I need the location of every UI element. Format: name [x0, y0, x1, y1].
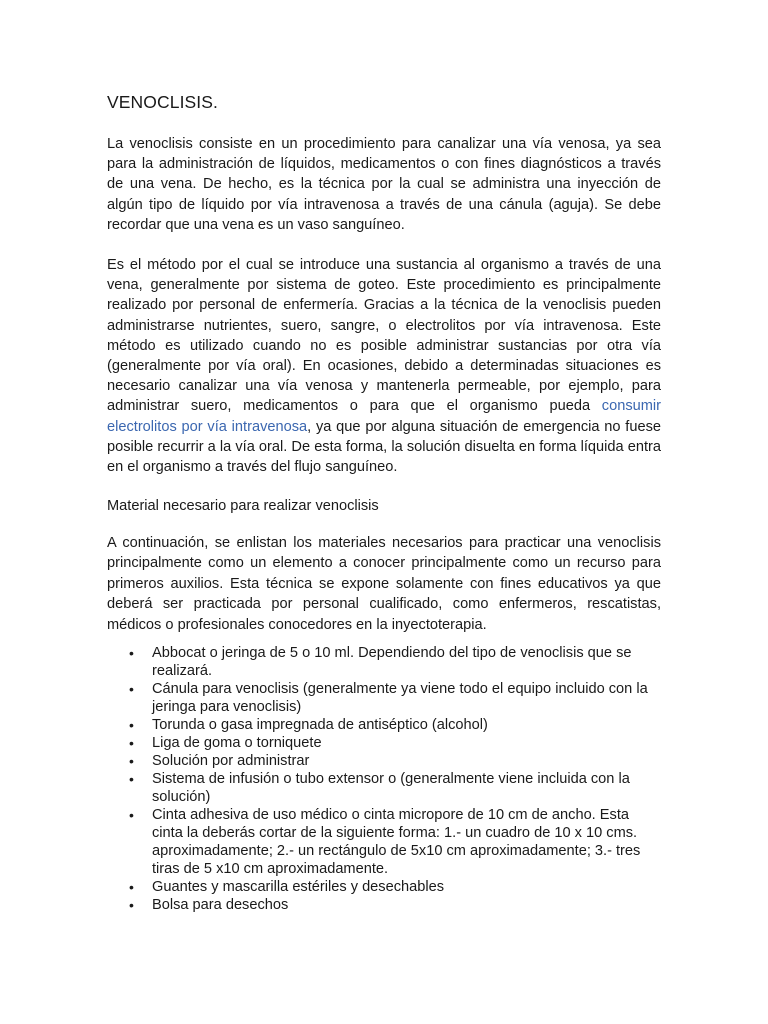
material-item — [129, 716, 663, 734]
material-item-text: Bolsa para desechos — [152, 897, 289, 913]
method-text-after-link: , ya que por alguna situación de emergencia no fuese posible recurrir a la vía oral. De esta forma, la solución disuelta en forma líquida entra en el organismo a través del flujo sanguíneo. — [107, 418, 661, 476]
material-item-text: Cánula para venoclisis (generalmente ya viene todo el equipo incluido con la jeringa para venoclisis) — [152, 681, 648, 715]
material-item — [129, 770, 663, 806]
bullet-icon: • — [129, 807, 134, 823]
method-text-before-link: Es el método por el cual se introduce una sustancia al organismo a través de una vena, generalmente por sistema de goteo. Este procedimiento es principalmente realizado por personal de enfermería. Gracias a la técnica de la venoclisis pueden administrarse nutrientes, suero, sangre, o electrolitos por vía intravenosa. Este método es utilizado cuando no es posible administrar sustancias por otra vía (generalmente por vía oral). En ocasiones, debido a determinadas situaciones es necesario canalizar una vía venosa y mantenerla permeable, por ejemplo, para administrar suero, medicamentos o para que el organismo pueda — [107, 257, 661, 415]
bullet-icon: • — [129, 879, 134, 895]
intro-paragraph: La venoclisis consiste en un procedimiento para canalizar una vía venosa, ya sea para la administración de líquidos, medicamentos o con fines diagnósticos a través de una vena. De hecho, es la técnica por la cual se administra una inyección de algún tipo de líquido por vía intravenosa a través de una cánula (aguja). Se debe recordar que una vena es un vaso sanguíneo. — [107, 136, 661, 233]
bullet-icon: • — [129, 717, 134, 733]
material-item — [129, 680, 663, 716]
material-item — [129, 644, 663, 680]
bullet-icon: • — [129, 645, 134, 661]
electrolitos-link[interactable]: consumir electrolitos por vía intravenosa — [107, 398, 661, 435]
bullet-icon: • — [129, 753, 134, 769]
material-item-text: Cinta adhesiva de uso médico o cinta micropore de 10 cm de ancho. Esta cinta la deberás cortar de la siguiente forma: 1.- un cuadro de 10 x 10 cms. aproximadamente; 2.- un rectángulo de 5x10 cm aproximadamente; 3.- tres tiras de 5 x10 cm aproximadamente. — [152, 807, 641, 877]
bullet-icon: • — [129, 771, 134, 787]
material-item-text: Liga de goma o torniquete — [152, 735, 322, 751]
bullet-icon: • — [129, 681, 134, 697]
materials-list — [129, 644, 663, 914]
material-item — [129, 896, 663, 914]
materials-intro-paragraph: A continuación, se enlistan los materiales necesarios para practicar una venoclisis principalmente como un elemento a conocer principalmente como un recurso para primeros auxilios. Esta técnica se expone solamente con fines educativos ya que deberá ser practicada por personal cualificado, como enfermeros, rescatistas, médicos o profesionales conocedores en la inyectoterapia. — [107, 535, 661, 633]
material-item — [129, 752, 663, 770]
materials-subheading: Material necesario para realizar venoclisis — [107, 498, 379, 514]
material-item-text: Abbocat o jeringa de 5 o 10 ml. Dependiendo del tipo de venoclisis que se realizará. — [152, 645, 632, 679]
document-title: VENOCLISIS. — [107, 92, 218, 112]
material-item — [129, 878, 663, 896]
material-item — [129, 806, 663, 878]
material-item-text: Torunda o gasa impregnada de antiséptico (alcohol) — [152, 717, 488, 733]
material-item-text: Solución por administrar — [152, 753, 310, 769]
material-item — [129, 734, 663, 752]
material-item-text: Sistema de infusión o tubo extensor o (generalmente viene incluida con la solución) — [152, 771, 630, 805]
method-paragraph — [107, 255, 661, 477]
material-item-text: Guantes y mascarilla estériles y desechables — [152, 879, 445, 895]
bullet-icon: • — [129, 735, 134, 751]
bullet-icon: • — [129, 897, 134, 913]
